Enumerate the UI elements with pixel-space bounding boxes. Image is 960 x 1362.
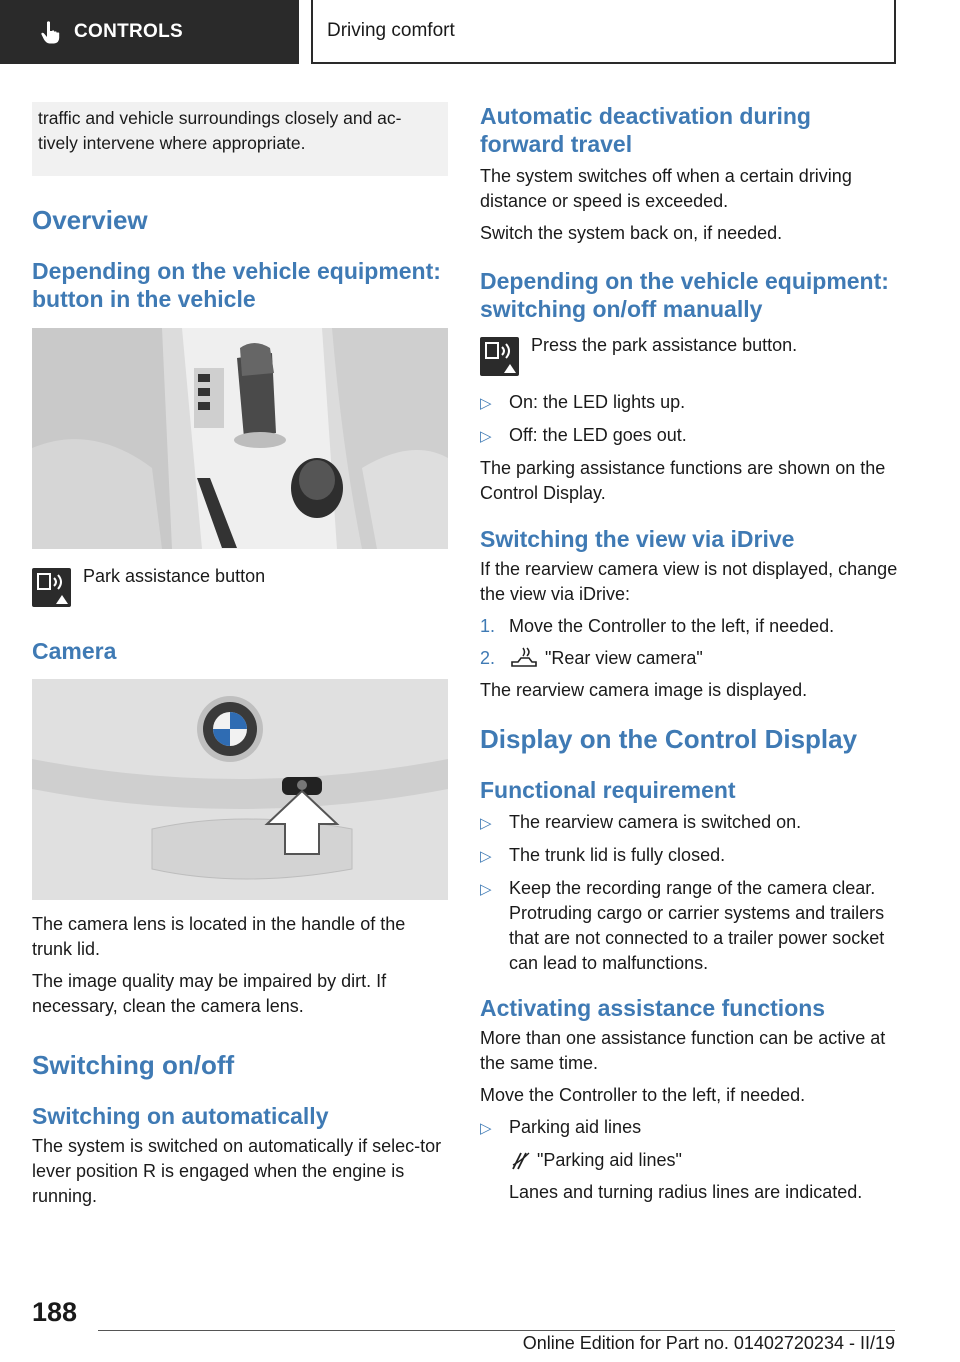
list-item: [480, 614, 900, 639]
console-photo: [32, 328, 448, 549]
header-section-tab: [0, 0, 299, 64]
park-assistance-icon: [32, 568, 71, 607]
bullet-text: Keep the recording range of the camera clear. Protruding cargo or carrier systems and trailers that are not connected to a trailer power socket can lead to malfunctions.: [509, 878, 885, 973]
list-item: [480, 390, 900, 416]
bullet-text: The rearview camera is switched on.: [509, 812, 802, 832]
rear-camera-menu-icon: [509, 647, 539, 669]
park-button-legend: [32, 568, 448, 607]
triangle-bullet-icon: ▷: [480, 428, 492, 445]
assistance-functions-heading: Activating assistance functions: [480, 995, 826, 1021]
step-text: "Rear view camera": [545, 648, 703, 668]
bullet-text: Parking aid lines: [509, 1117, 642, 1137]
menu-item-line: [480, 1148, 900, 1173]
page-number: 188: [32, 1297, 78, 1327]
assistance-text: More than one assistance function can be active at the same time.: [480, 1028, 886, 1073]
view-heading: Switching the view via iDrive: [480, 526, 795, 552]
overview-heading: Overview: [32, 205, 148, 235]
center-console-illustration: [32, 328, 448, 549]
press-button-instruction: [480, 337, 900, 376]
list-item: [480, 876, 900, 976]
auto-on-heading: Switching on automatically: [32, 1103, 329, 1129]
step-text: Move the Controller to the left, if needed.: [509, 616, 835, 636]
bullet-text: On: the LED lights up.: [509, 392, 686, 412]
bullet-text: The trunk lid is fully closed.: [509, 845, 726, 865]
control-display-text: The parking assistance functions are shown on the Control Display.: [480, 458, 886, 503]
lanes-text: Lanes and turning radius lines are indicated.: [509, 1182, 863, 1202]
camera-location-text: The camera lens is located in the handle of the trunk lid.: [32, 914, 406, 959]
list-item: [480, 810, 900, 836]
bullet-text: Off: the LED goes out.: [509, 425, 687, 445]
step-number: 1.: [480, 616, 496, 636]
camera-image-displayed-text: The rearview camera image is displayed.: [480, 680, 808, 700]
list-item: [480, 1115, 900, 1141]
continued-note: [32, 102, 448, 176]
triangle-bullet-icon: ▷: [480, 815, 492, 832]
button-heading: Depending on the vehicle equipment: button in the vehicle: [32, 258, 441, 312]
view-text: If the rearview camera view is not displayed, change the view via iDrive:: [480, 559, 898, 604]
header-chapter-tab: [311, 0, 896, 64]
auto-on-text: The system is switched on automatically if selec-tor lever position R is engaged when the engine is running.: [32, 1136, 442, 1206]
chapter-title: Driving comfort: [327, 20, 455, 41]
parking-lines-icon: [509, 1149, 531, 1171]
move-controller-text: Move the Controller to the left, if needed.: [480, 1085, 806, 1105]
park-button-label: Park assistance button: [83, 566, 266, 586]
section-title: CONTROLS: [74, 21, 184, 42]
edition-note: Online Edition for Part no. 01402720234 - II/19: [522, 1333, 895, 1353]
park-assistance-icon: [480, 337, 519, 376]
footer-divider: [98, 1330, 895, 1331]
hand-pointer-icon: [40, 20, 62, 44]
camera-dirt-text: The image quality may be impaired by dirt. If necessary, clean the camera lens.: [32, 971, 387, 1016]
trunk-camera-illustration: [32, 679, 448, 900]
deactivation-text: The system switches off when a certain driving distance or speed is exceeded.: [480, 166, 852, 211]
switching-heading: Switching on/off: [32, 1050, 235, 1080]
display-heading: Display on the Control Display: [480, 724, 858, 754]
triangle-bullet-icon: ▷: [480, 881, 492, 898]
manual-heading: Depending on the vehicle equipment: switching on/off manually: [480, 268, 889, 322]
intro-text: traffic and vehicle surroundings closely and ac-tively intervene where appropriate.: [38, 108, 402, 153]
triangle-bullet-icon: ▷: [480, 1120, 492, 1137]
press-button-text: Press the park assistance button.: [531, 335, 798, 355]
list-item: [480, 423, 900, 449]
right-column: [480, 102, 900, 1212]
switch-back-text: Switch the system back on, if needed.: [480, 223, 783, 243]
step-number: 2.: [480, 648, 496, 668]
list-item: [480, 646, 900, 671]
left-column: [32, 102, 448, 1216]
deactivation-heading: Automatic deactivation during forward travel: [480, 103, 811, 157]
trunk-camera-photo: [32, 679, 448, 900]
camera-heading: Camera: [32, 638, 117, 664]
list-item: [480, 843, 900, 869]
triangle-bullet-icon: ▷: [480, 848, 492, 865]
menu-item-text: "Parking aid lines": [537, 1150, 682, 1170]
triangle-bullet-icon: ▷: [480, 395, 492, 412]
functional-requirement-heading: Functional requirement: [480, 777, 736, 803]
